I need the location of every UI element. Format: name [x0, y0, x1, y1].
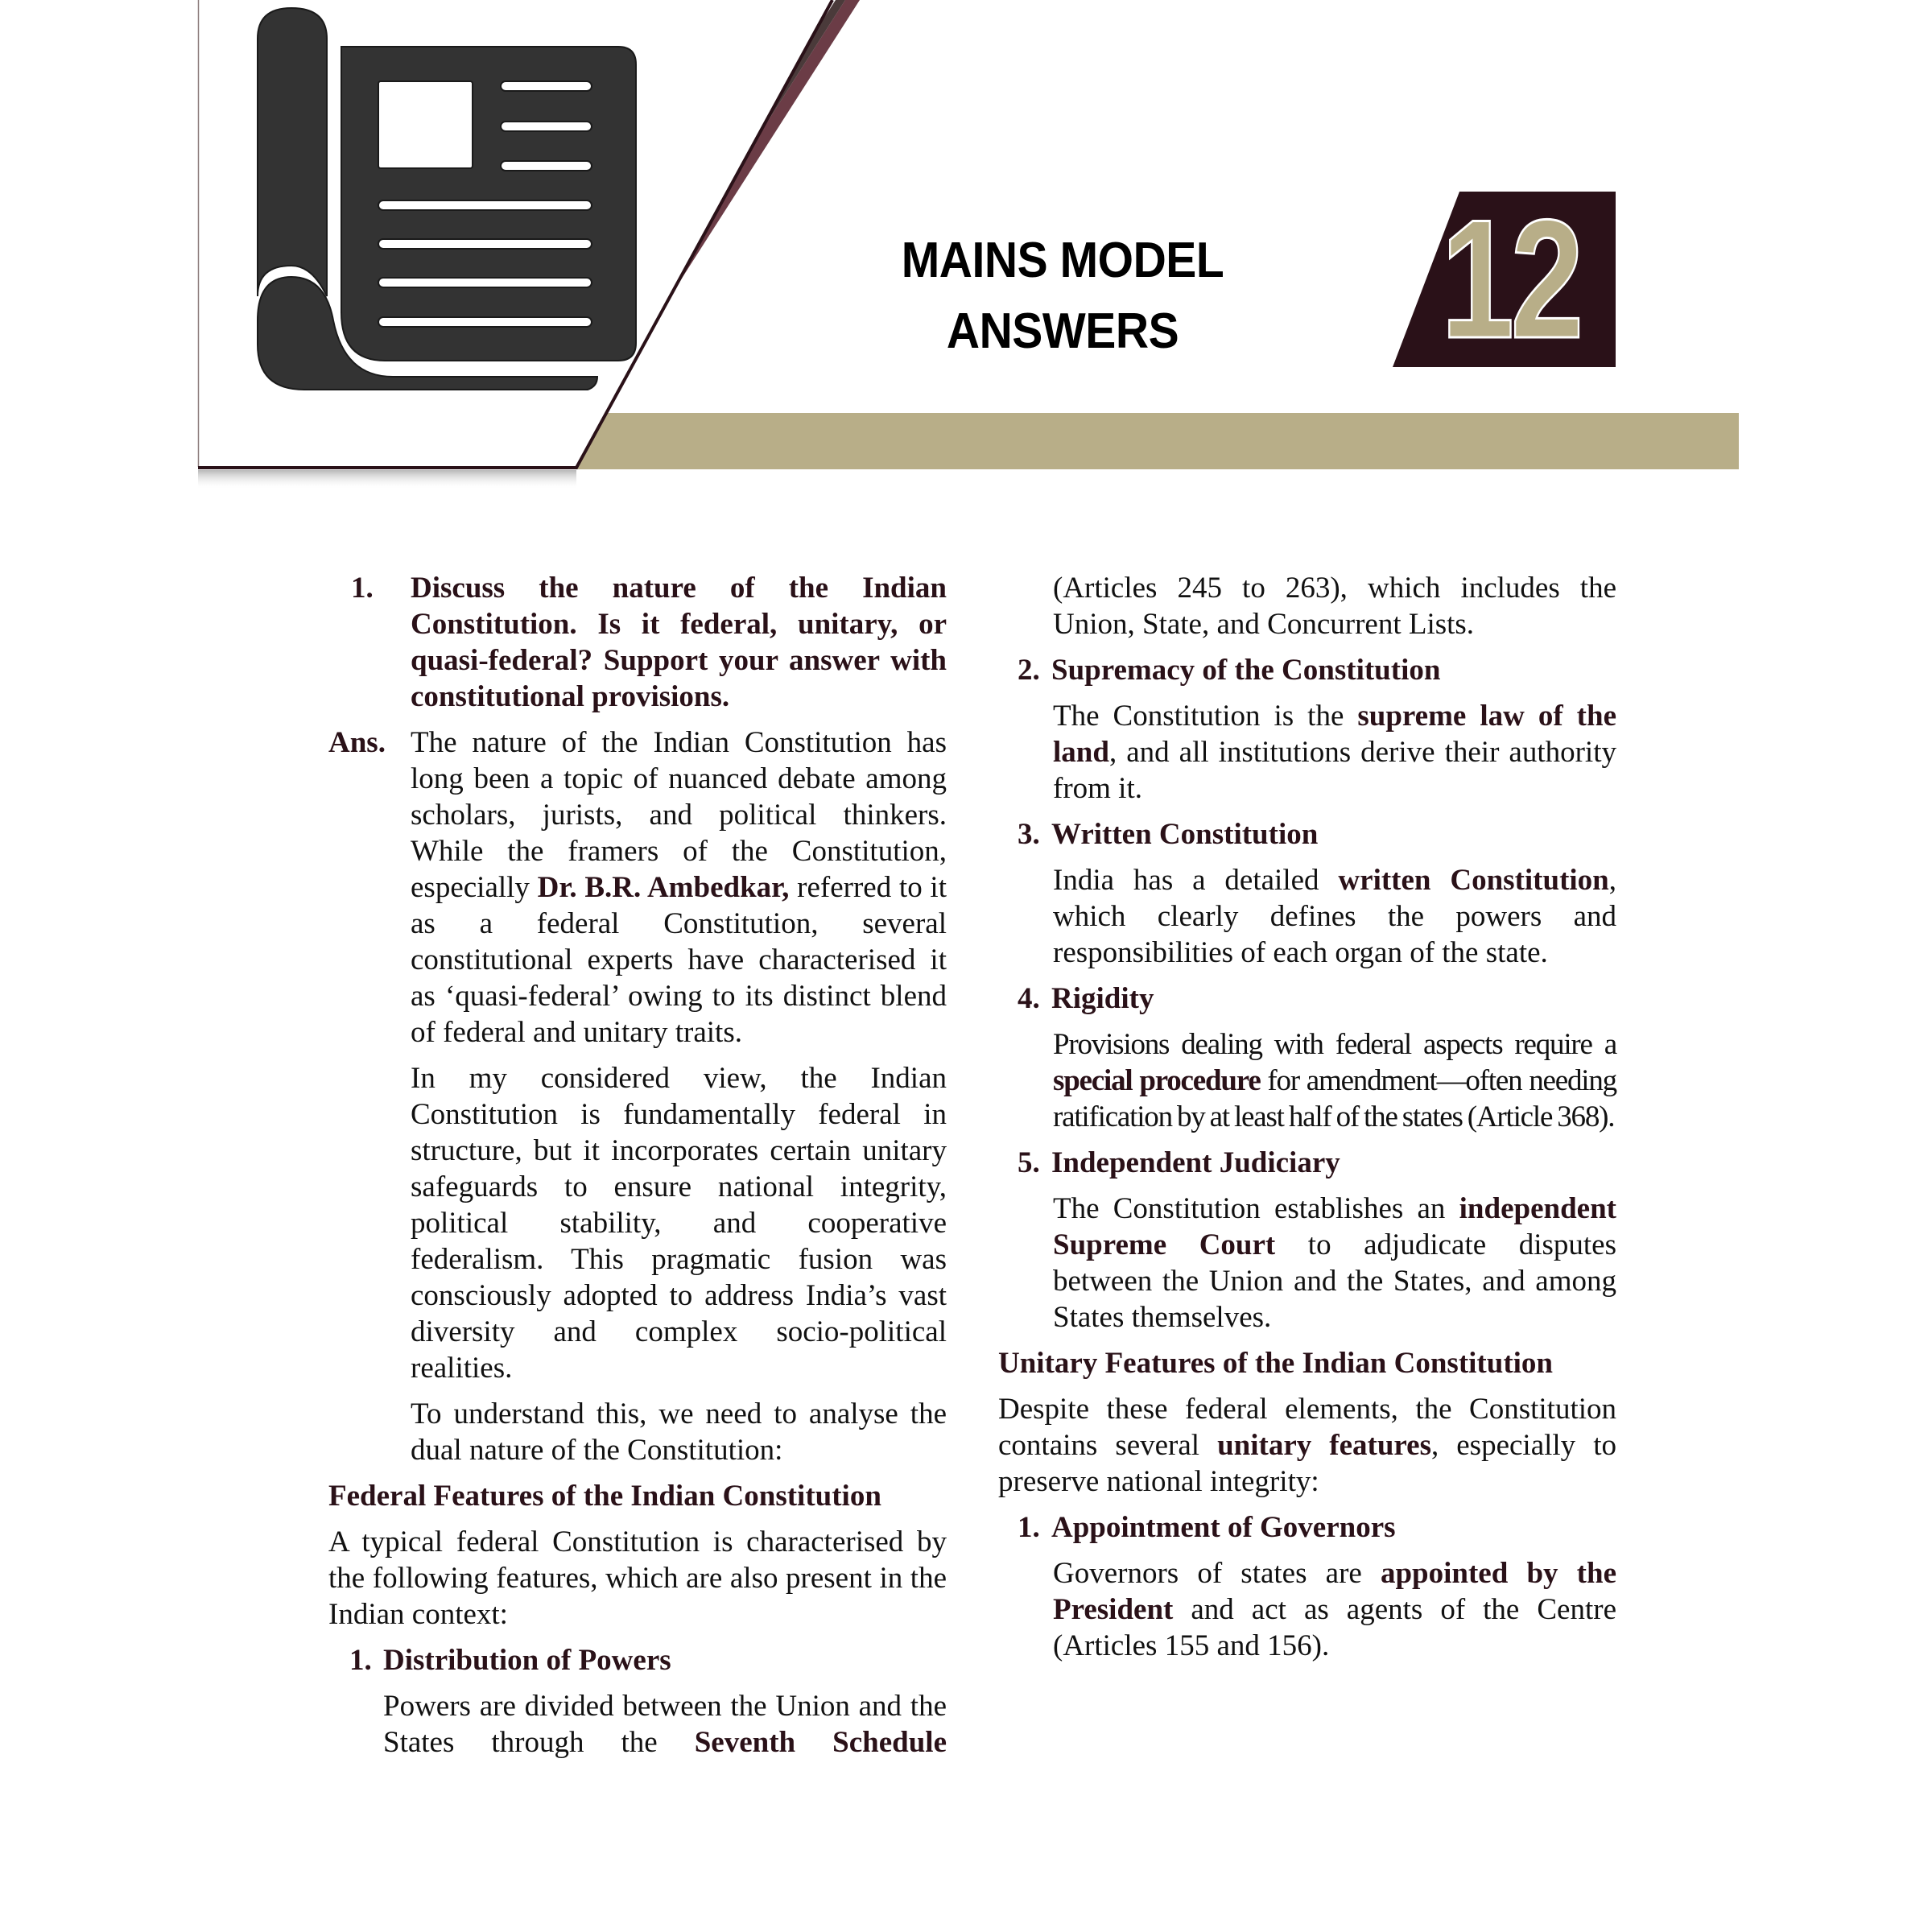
federal-features-heading: Federal Features of the Indian Constitution — [328, 1480, 881, 1513]
federal-item-1-title: Distribution of Powers — [383, 1644, 671, 1677]
federal-item-3-text: India has a detailed — [1053, 864, 1339, 897]
unitary-item-1-heading — [1018, 1509, 1616, 1546]
independent-court-bold: independent Supreme Court — [1053, 1192, 1616, 1261]
unitary-features-heading: Unitary Features of the Indian Constitution — [998, 1347, 1553, 1380]
unitary-intro-rest: , especially to preserve national integrity: — [998, 1429, 1616, 1498]
chapter-header — [0, 0, 1932, 499]
question-text: Discuss the nature of the Indian Constitution. Is it federal, unitary, or quasi-federal? Support your answer with constitutional provisions. — [411, 572, 947, 713]
federal-item-1-number: 1. — [349, 1644, 372, 1677]
federal-item-4-number: 4. — [1018, 982, 1040, 1015]
unitary-item-1-rest: and act as agents of the Centre (Articles 155 and 156). — [1053, 1593, 1616, 1662]
federal-item-2-title: Supremacy of the Constitution — [1051, 654, 1441, 687]
federal-item-5-title: Independent Judiciary — [1051, 1146, 1340, 1179]
unitary-item-1-body — [998, 1555, 1616, 1664]
unitary-features-bold: unitary features — [1217, 1429, 1431, 1462]
newspaper-icon — [256, 6, 641, 393]
answer-para-2: In my considered view, the Indian Constitution is fundamentally federal in structure, but it incorporates certain unitary safeguards to ensure national integrity, political stability, and cooperative federalism. This pragmatic fusion was consciously adopted to address India’s vast diversity and complex socio-political realities. — [411, 1062, 947, 1385]
question-number: 1. — [351, 572, 374, 605]
special-procedure-bold: special procedure — [1053, 1064, 1261, 1097]
answer-para-1-text: The nature of the Indian Constitution has long been a topic of nuanced debate among scholars, jurists, and political thinkers. While the framers of the Constitution, especially — [411, 726, 947, 904]
chapter-title — [840, 225, 1285, 367]
seventh-schedule-bold: Seventh Schedule — [694, 1726, 947, 1759]
appointed-by-president-bold: appointed by the President — [1053, 1557, 1616, 1626]
federal-item-5-number: 5. — [1018, 1146, 1040, 1179]
answer-label: Ans. — [328, 726, 386, 759]
federal-item-3-number: 3. — [1018, 818, 1040, 851]
federal-item-4-title: Rigidity — [1051, 982, 1154, 1015]
unitary-intro-text: Despite these federal elements, the Constitution contains several — [998, 1393, 1616, 1462]
federal-item-4-rest: for amendment—often needing ratification by at least half of the states (Article 368). — [1053, 1064, 1616, 1133]
federal-item-2-number: 2. — [1018, 654, 1040, 687]
unitary-features-intro — [998, 1391, 1616, 1500]
question — [328, 570, 947, 715]
ambedkar-bold: Dr. B.R. Ambedkar, — [537, 871, 790, 904]
unitary-item-1-title: Appointment of Governors — [1051, 1511, 1396, 1544]
federal-item-4-body — [998, 1026, 1616, 1135]
federal-item-3-body — [998, 862, 1616, 971]
federal-features-intro: A typical federal Constitution is characterised by the following features, which are also present in the Indian context: — [328, 1525, 947, 1631]
federal-item-2-body — [998, 698, 1616, 807]
federal-item-1-text: Powers are divided between the Union and the States through the — [383, 1690, 947, 1759]
federal-item-4-text: Provisions dealing with federal aspects require a — [1053, 1028, 1616, 1061]
answer-block — [328, 724, 947, 1051]
federal-item-2-rest: , and all institutions derive their authority from it. — [1053, 736, 1616, 805]
supreme-law-bold: supreme law of the land — [1053, 700, 1616, 769]
unitary-item-1-text: Governors of states are — [1053, 1557, 1381, 1590]
federal-item-2-heading — [1018, 652, 1616, 688]
answer-para-3: To understand this, we need to analyse the dual nature of the Constitution: — [411, 1397, 947, 1467]
federal-item-5-text: The Constitution establishes an — [1053, 1192, 1459, 1225]
federal-item-5-body — [998, 1191, 1616, 1335]
khaki-band — [564, 413, 1739, 469]
left-column — [328, 570, 947, 1770]
federal-item-4-heading — [1018, 980, 1616, 1017]
chapter-title-line1: MAINS MODEL — [901, 233, 1224, 288]
federal-item-2-text: The Constitution is the — [1053, 700, 1358, 733]
federal-item-3-rest: , which clearly defines the powers and responsibilities of each organ of the state. — [1053, 864, 1616, 969]
answer-para-1-rest: referred to it as a federal Constitution, several constitutional experts have characterised it as ‘quasi-federal’ owing to its distinct blend of federal and unitary traits. — [411, 871, 947, 1049]
federal-item-3-heading — [1018, 816, 1616, 852]
federal-item-1-body — [328, 1688, 947, 1761]
federal-item-5-heading — [1018, 1145, 1616, 1181]
chapter-title-line2: ANSWERS — [946, 303, 1179, 359]
right-column — [998, 570, 1616, 1674]
chapter-number: 12 — [1441, 184, 1580, 374]
federal-item-3-title: Written Constitution — [1051, 818, 1319, 851]
written-constitution-bold: written Constitution — [1338, 864, 1609, 897]
federal-item-1-continuation: (Articles 245 to 263), which includes the Union, State, and Concurrent Lists. — [1053, 572, 1616, 641]
federal-item-1-heading — [349, 1642, 947, 1678]
federal-item-5-rest: to adjudicate disputes between the Union and the States, and among States themselves. — [1053, 1228, 1616, 1334]
answer-para-1 — [411, 724, 947, 1051]
unitary-item-1-number: 1. — [1018, 1511, 1040, 1544]
